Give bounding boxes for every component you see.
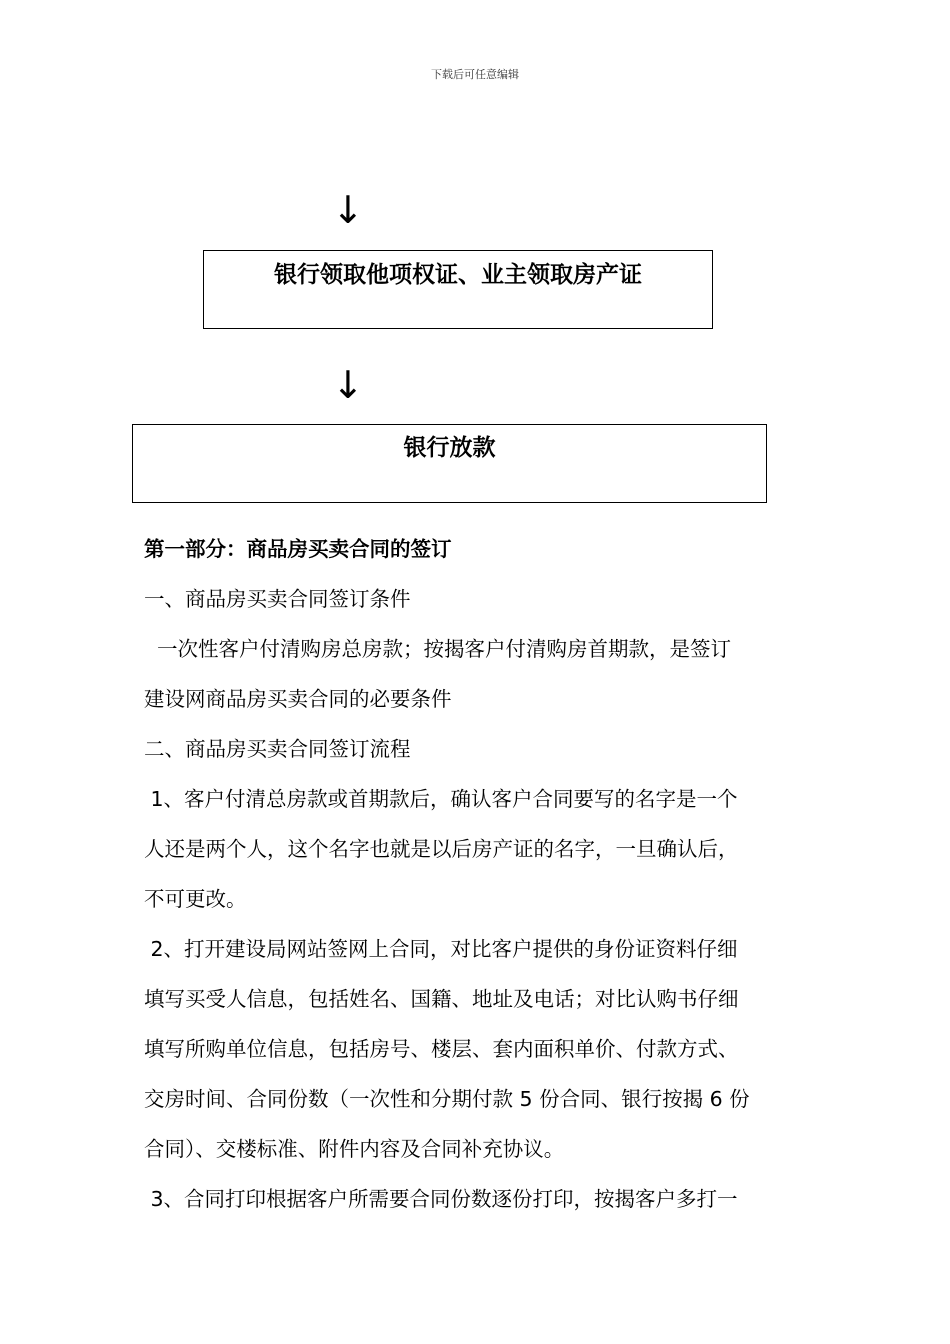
- paragraph-line: 不可更改。: [144, 887, 247, 911]
- paragraph-line: 交房时间、合同份数（一次性和分期付款 5 份合同、银行按揭 6 份: [144, 1087, 750, 1111]
- paragraph-line: 1、客户付清总房款或首期款后，确认客户合同要写的名字是一个: [144, 787, 738, 811]
- flow-step-title: 银行领取他项权证、业主领取房产证: [274, 262, 642, 288]
- page-header-note: 下载后可任意编辑: [431, 68, 519, 81]
- paragraph-line: 3、合同打印根据客户所需要合同份数逐份打印，按揭客户多打一: [144, 1187, 738, 1211]
- subsection-heading: 二、商品房买卖合同签订流程: [144, 737, 411, 761]
- flow-step-box-bank-loan: [132, 424, 767, 503]
- paragraph-line: 建设网商品房买卖合同的必要条件: [144, 687, 452, 711]
- paragraph-line: 合同）、交楼标准、附件内容及合同补充协议。: [144, 1137, 565, 1161]
- flow-step-box-title-deeds: [203, 250, 713, 329]
- document-body: [144, 530, 824, 1230]
- subsection-heading: 一、商品房买卖合同签订条件: [144, 587, 411, 611]
- paragraph-line: 填写所购单位信息，包括房号、楼层、套内面积单价、付款方式、: [144, 1037, 739, 1061]
- paragraph-line: 2、打开建设局网站签网上合同，对比客户提供的身份证资料仔细: [144, 937, 738, 961]
- paragraph-line: 人还是两个人，这个名字也就是以后房产证的名字，一旦确认后，: [144, 837, 739, 861]
- down-arrow-icon: ↓: [332, 363, 364, 407]
- section-heading: 第一部分：商品房买卖合同的签订: [144, 537, 452, 561]
- paragraph-line: 一次性客户付清购房总房款；按揭客户付清购房首期款，是签订: [144, 637, 732, 661]
- flow-step-title: 银行放款: [403, 435, 496, 461]
- down-arrow-icon: ↓: [332, 188, 364, 232]
- paragraph-line: 填写买受人信息，包括姓名、国籍、地址及电话；对比认购书仔细: [144, 987, 739, 1011]
